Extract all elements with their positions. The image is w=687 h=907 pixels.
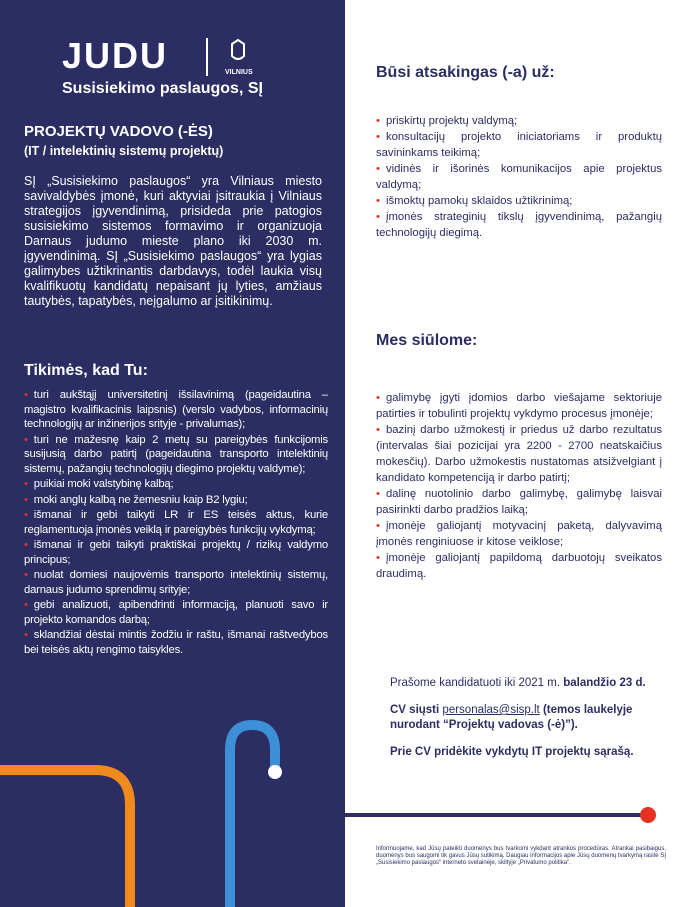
list-item: • turi aukštąjį universitetinį išsilavinimą (pageidautina – magistro kvalifikacinis laipsnis) (verslo vadybos, informacinių technologijų ar inžinerijos srityje - privalumas); xyxy=(24,389,328,430)
list-item: • išmanai ir gebi taikyti praktiškai projektų / rizikų valdymo principus; xyxy=(24,539,328,566)
list-item: • turi ne mažesnę kaip 2 metų su pareigybės funkcijomis susijusią darbo patirtį (pageidautina transporto intelektinių sistemų, pažangių technologijų diegimo projektų valdyme); xyxy=(24,433,328,475)
list-item: • priskirtų projektų valdymą; xyxy=(376,115,518,127)
cv-instructions: CV siųsti personalas@sisp.lt (temos laukelyje nurodant “Projektų vadovas (-ė)”). xyxy=(390,704,633,731)
privacy-fineprint: Informuojame, kad Jūsų pateikti duomenys bus tvarkomi vykdant atrankos procedūras. Atrankai pasibaigus, duomenys bus saugomi tik gavus Jūsų sutikimą. Daugiau informacijos apie Jūsų duomenų tvarkymą rasite SĮ „Susisiekimo paslaugos“ interneto svetainėje, skiltyje „Privatumo politika“. xyxy=(376,846,666,866)
offer-list xyxy=(376,390,662,582)
list-item: • vidinės ir išorinės komunikacijos apie projektus valdymą; xyxy=(376,163,662,191)
list-item: • konsultacijų projekto iniciatoriams ir produktų savininkams teikimą; xyxy=(376,131,662,159)
list-item: • išmoktų pamokų sklaidos užtikrinimą; xyxy=(376,195,573,207)
intro-paragraph: SĮ „Susisiekimo paslaugos“ yra Vilniaus miesto savivaldybės įmonė, kuri aktyviai įsitraukia į Vilniaus strategijos įgyvendinimą, prisideda prie patogios susisiekimo sistemos formavimo ir organizuoja Darnaus judumo mieste plano iki 2030 m. įgyvendinimą. SĮ „Susisiekimo paslaugos“ yra lygias galimybes užtikrinantis darbdavys, todėl laukia visų kvalifikuotų kandidatų nepaisant jų lyties, amžiaus tautybės, tapatybės, neįgalumo ar įsitikinimų. xyxy=(24,174,322,308)
offer-heading: Mes siūlome: xyxy=(376,332,478,349)
list-item: • dalinę nuotolinio darbo galimybę, galimybę laisvai pasirinkti darbo pradžios laiką; xyxy=(376,488,662,516)
orange-line-icon xyxy=(0,770,130,907)
company-intro xyxy=(24,174,322,309)
divider-line xyxy=(345,813,650,817)
judu-vilnius-logo xyxy=(62,36,282,78)
transit-lines-decoration xyxy=(0,720,345,907)
expectations-heading: Tikimės, kad Tu: xyxy=(24,362,148,379)
deadline-date: balandžio 23 d. xyxy=(563,677,646,689)
list-item: • bazinį darbo užmokestį ir priedus už darbo rezultatus (intervalas šiai pozicijai yra 2200 - 2700 neatskaičius mokesčių). Darbo užmokestis nustatomas atsižvelgiant į kandidato kompetenciją ir darbo patirtį; xyxy=(376,424,662,484)
responsibilities-list xyxy=(376,113,662,241)
list-item: • įmonės strateginių tikslų įgyvendinimą, pažangių technologijų diegimą. xyxy=(376,211,662,239)
email-link[interactable]: personalas@sisp.lt xyxy=(442,704,540,716)
blue-line-icon xyxy=(230,725,275,907)
station-dot-icon xyxy=(268,765,282,779)
expectations-list xyxy=(24,388,328,658)
application-info xyxy=(390,676,660,772)
job-subtitle: (IT / intelektinių sistemų projektų) xyxy=(24,144,224,158)
list-item: • išmanai ir gebi taikyti LR ir ES teisės aktus, kurie reglamentuoja įmonės veiklą ir pareigybės funkcijų vykdymą; xyxy=(24,509,328,536)
vilnius-crest-icon xyxy=(232,40,244,59)
attachment-note: Prie CV pridėkite vykdytų IT projektų sąrašą. xyxy=(390,746,634,758)
list-item: • gebi analizuoti, apibendrinti informaciją, planuoti savo ir projekto komandos darbą; xyxy=(24,599,328,626)
company-name: Susisiekimo paslaugos, SĮ xyxy=(62,80,263,97)
list-item: • galimybę įgyti įdomios darbo viešajame sektoriuje patirties ir tobulinti projektų vykdymo procesus įmonėje; xyxy=(376,392,662,420)
station-dot-red-icon xyxy=(640,807,656,823)
list-item: • puikiai moki valstybinę kalbą; xyxy=(24,478,174,490)
job-title: PROJEKTŲ VADOVO (-ĖS) xyxy=(24,123,213,140)
deadline-text: Prašome kandidatuoti iki 2021 m. balandžio 23 d. xyxy=(390,677,646,689)
logo-text: JUDU xyxy=(62,36,169,76)
list-item: • moki anglų kalbą ne žemesniu kaip B2 lygiu; xyxy=(24,493,248,506)
list-item: • įmonėje galiojantį papildomą darbuotojų sveikatos draudimą. xyxy=(376,552,662,580)
list-item: • sklandžiai dėstai mintis žodžiu ir raštu, išmanai raštvedybos bei teisės aktų rengimo taisykles. xyxy=(24,629,328,656)
list-item: • įmonėje galiojantį motyvacinį paketą, dalyvavimą įmonės renginiuose ir kitose veiklose; xyxy=(376,520,662,548)
responsibilities-heading: Būsi atsakingas (-a) už: xyxy=(376,64,555,81)
city-text: VILNIUS xyxy=(225,69,253,76)
list-item: • nuolat domiesi naujovėmis transporto intelektinių sistemų, darnaus judumo sprendimų srityje; xyxy=(24,569,328,596)
